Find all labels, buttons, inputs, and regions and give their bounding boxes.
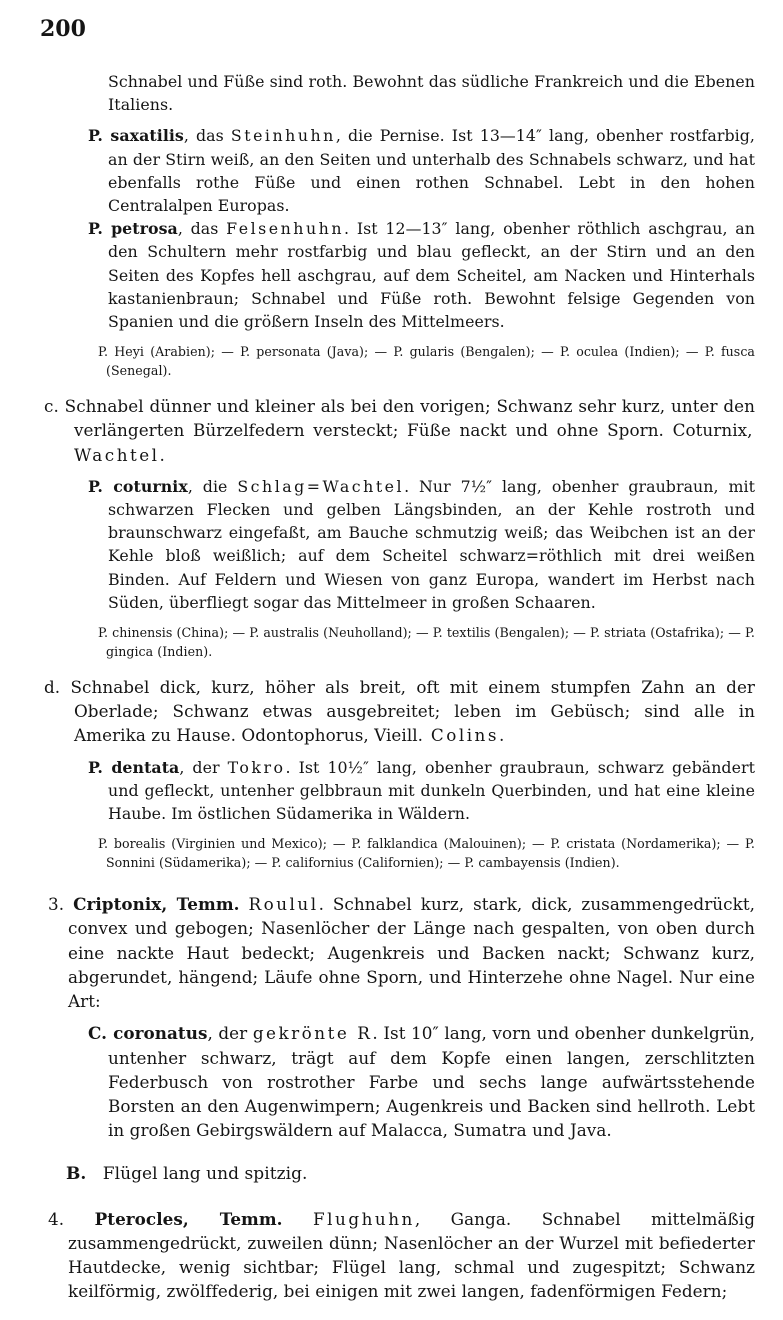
genus-name: Odontophorus, Vieill. xyxy=(241,725,424,746)
species-list-small: P. Heyi (Arabien); — P. personata (Java); — P. gularis (Bengalen); — P. oculea (Indien); — P. fusca (Senegal). xyxy=(98,344,755,378)
species-name: P. saxatilis xyxy=(88,126,184,146)
genus-entry-criptonix: 3. Criptonix, Temm. Roulul. Schnabel kurz, stark, dick, zusammengedrückt, convex und gebogen; Nasenlöcher der Länge nach gespalten, von oben durch eine nackte Haut bedeckt; Augenkreis und Backen nackt; Schwanz kurz, abgerundet, hängend; Läufe ohne Sporn, und Hinterzehe ohne Nagel. Nur eine Art: xyxy=(48,894,755,1012)
species-entry-petrosa: P. petrosa, das Felsenhuhn. Ist 12—13″ lang, obenher röthlich aschgrau, an den Schultern mehr rostfarbig und blau gefleckt, an der Stirn und an den Seiten des Kopfes hell aschgrau, auf dem Scheitel, am Nacken und Hinterhals kastanienbraun; Schnabel und Füße roth. Bewohnt felsige Gegenden von Spanien und die größern Inseln des Mittelmeers. xyxy=(88,219,755,332)
common-name: Roulul xyxy=(248,894,319,915)
common-name: Schlag=Wachtel xyxy=(237,476,405,496)
heading-label: B. xyxy=(66,1164,87,1185)
common-name: Felsenhuhn xyxy=(226,219,344,239)
page-body xyxy=(44,70,755,1303)
species-name: P. petrosa xyxy=(88,219,178,239)
genus-entry-pterocles: 4. Pterocles, Temm. Flughuhn, Ganga. Schnabel mittelmäßig zusammengedrückt, zuweilen dünn; Nasenlöcher an der Wurzel mit befiederter Hautdecke, wenig sichtbar; Flügel lang, schmal und zugespitzt; Schwanz keilförmig, zwölffederig, bei einigen mit zwei langen, fadenförmigen Federn; xyxy=(48,1208,755,1302)
genus-number: 3. xyxy=(48,894,65,915)
species-name: C. coronatus xyxy=(88,1023,208,1044)
common-name: gekrönte R xyxy=(252,1023,373,1044)
section-label: c. xyxy=(44,396,59,417)
genus-name: Criptonix, Temm. xyxy=(73,894,240,915)
genus-name: Pterocles, Temm. xyxy=(94,1208,283,1229)
heading-text: Flügel lang und spitzig. xyxy=(102,1164,308,1185)
species-entry-dentata: P. dentata, der Tokro. Ist 10½″ lang, obenher graubraun, schwarz gebändert und gefleckt, untenher gelbbraun mit dunkeln Querbinden, und hat eine kleine Haube. Im östlichen Südamerika in Wäldern. xyxy=(88,757,755,824)
species-entry-saxatilis: P. saxatilis, das Steinhuhn, die Pernise. Ist 13—14″ lang, obenher rostfarbig, an der Stirn weiß, an den Seiten und unterhalb des Schnabels schwarz, und hat ebenfalls rothe Füße und einen rothen Schnabel. Lebt in den hohen Centralalpen Europas. xyxy=(88,126,755,216)
paragraph: Schnabel und Füße sind roth. Bewohnt das südliche Frankreich und die Ebenen Italiens. xyxy=(108,72,755,115)
species-entry-coturnix: P. coturnix, die Schlag=Wachtel. Nur 7½″ lang, obenher graubraun, mit schwarzen Flecken und gelben Längsbinden, an der Kehle rostroth und braunschwarz eingefaßt, am Bauche schmutzig weiß; das Weibchen ist an der Kehle bloß weißlich; auf dem Scheitel schwarz=röthlich mit drei weißen Binden. Auf Feldern und Wiesen von ganz Europa, wandert im Herbst nach Süden, überfliegt sogar das Mittelmeer in großen Schaaren. xyxy=(88,476,755,612)
section-label: d. xyxy=(44,677,61,698)
subheading-b xyxy=(44,1162,755,1186)
species-list-small: P. chinensis (China); — P. australis (Neuholland); — P. textilis (Bengalen); — P. striata (Ostafrika); — P. gingica (Indien). xyxy=(98,625,755,659)
species-list-small: P. borealis (Virginien und Mexico); — P. falklandica (Malouinen); — P. cristata (Nordamerika); — P. Sonnini (Südamerika); — P. californius (Californien); — P. cambayensis (Indien). xyxy=(98,836,755,870)
section-d: d. Schnabel dick, kurz, höher als breit, oft mit einem stumpfen Zahn an der Oberlade; Schwanz etwas ausgebreitet; leben im Gebüsch; sind alle in Amerika zu Hause. Odontophorus, Vieill. Colins. xyxy=(44,677,755,746)
species-entry-coronatus: C. coronatus, der gekrönte R. Ist 10″ lang, vorn und obenher dunkelgrün, untenher schwarz, trägt auf dem Kopfe einen langen, zerschlitzten Federbusch von rostrother Farbe und sechs lange aufwärtsstehende Borsten an den Augenwimpern; Augenkreis und Backen sind hellroth. Lebt in großen Gebirgswäldern auf Malacca, Sumatra und Java. xyxy=(88,1023,756,1141)
genus-number: 4. xyxy=(48,1208,65,1229)
species-name: P. dentata xyxy=(88,757,180,777)
section-c: c. Schnabel dünner und kleiner als bei den vorigen; Schwanz sehr kurz, unter den verlängerten Bürzelfedern versteckt; Füße nackt und ohne Sporn. Coturnix, Wachtel. xyxy=(44,396,755,465)
species-name: P. coturnix xyxy=(88,476,188,496)
common-name: Steinhuhn xyxy=(230,126,336,146)
page-number: 200 xyxy=(40,16,86,42)
genus-name: Coturnix xyxy=(672,420,748,441)
common-name: Tokro xyxy=(227,757,286,777)
common-name: Flughuhn xyxy=(313,1208,415,1229)
